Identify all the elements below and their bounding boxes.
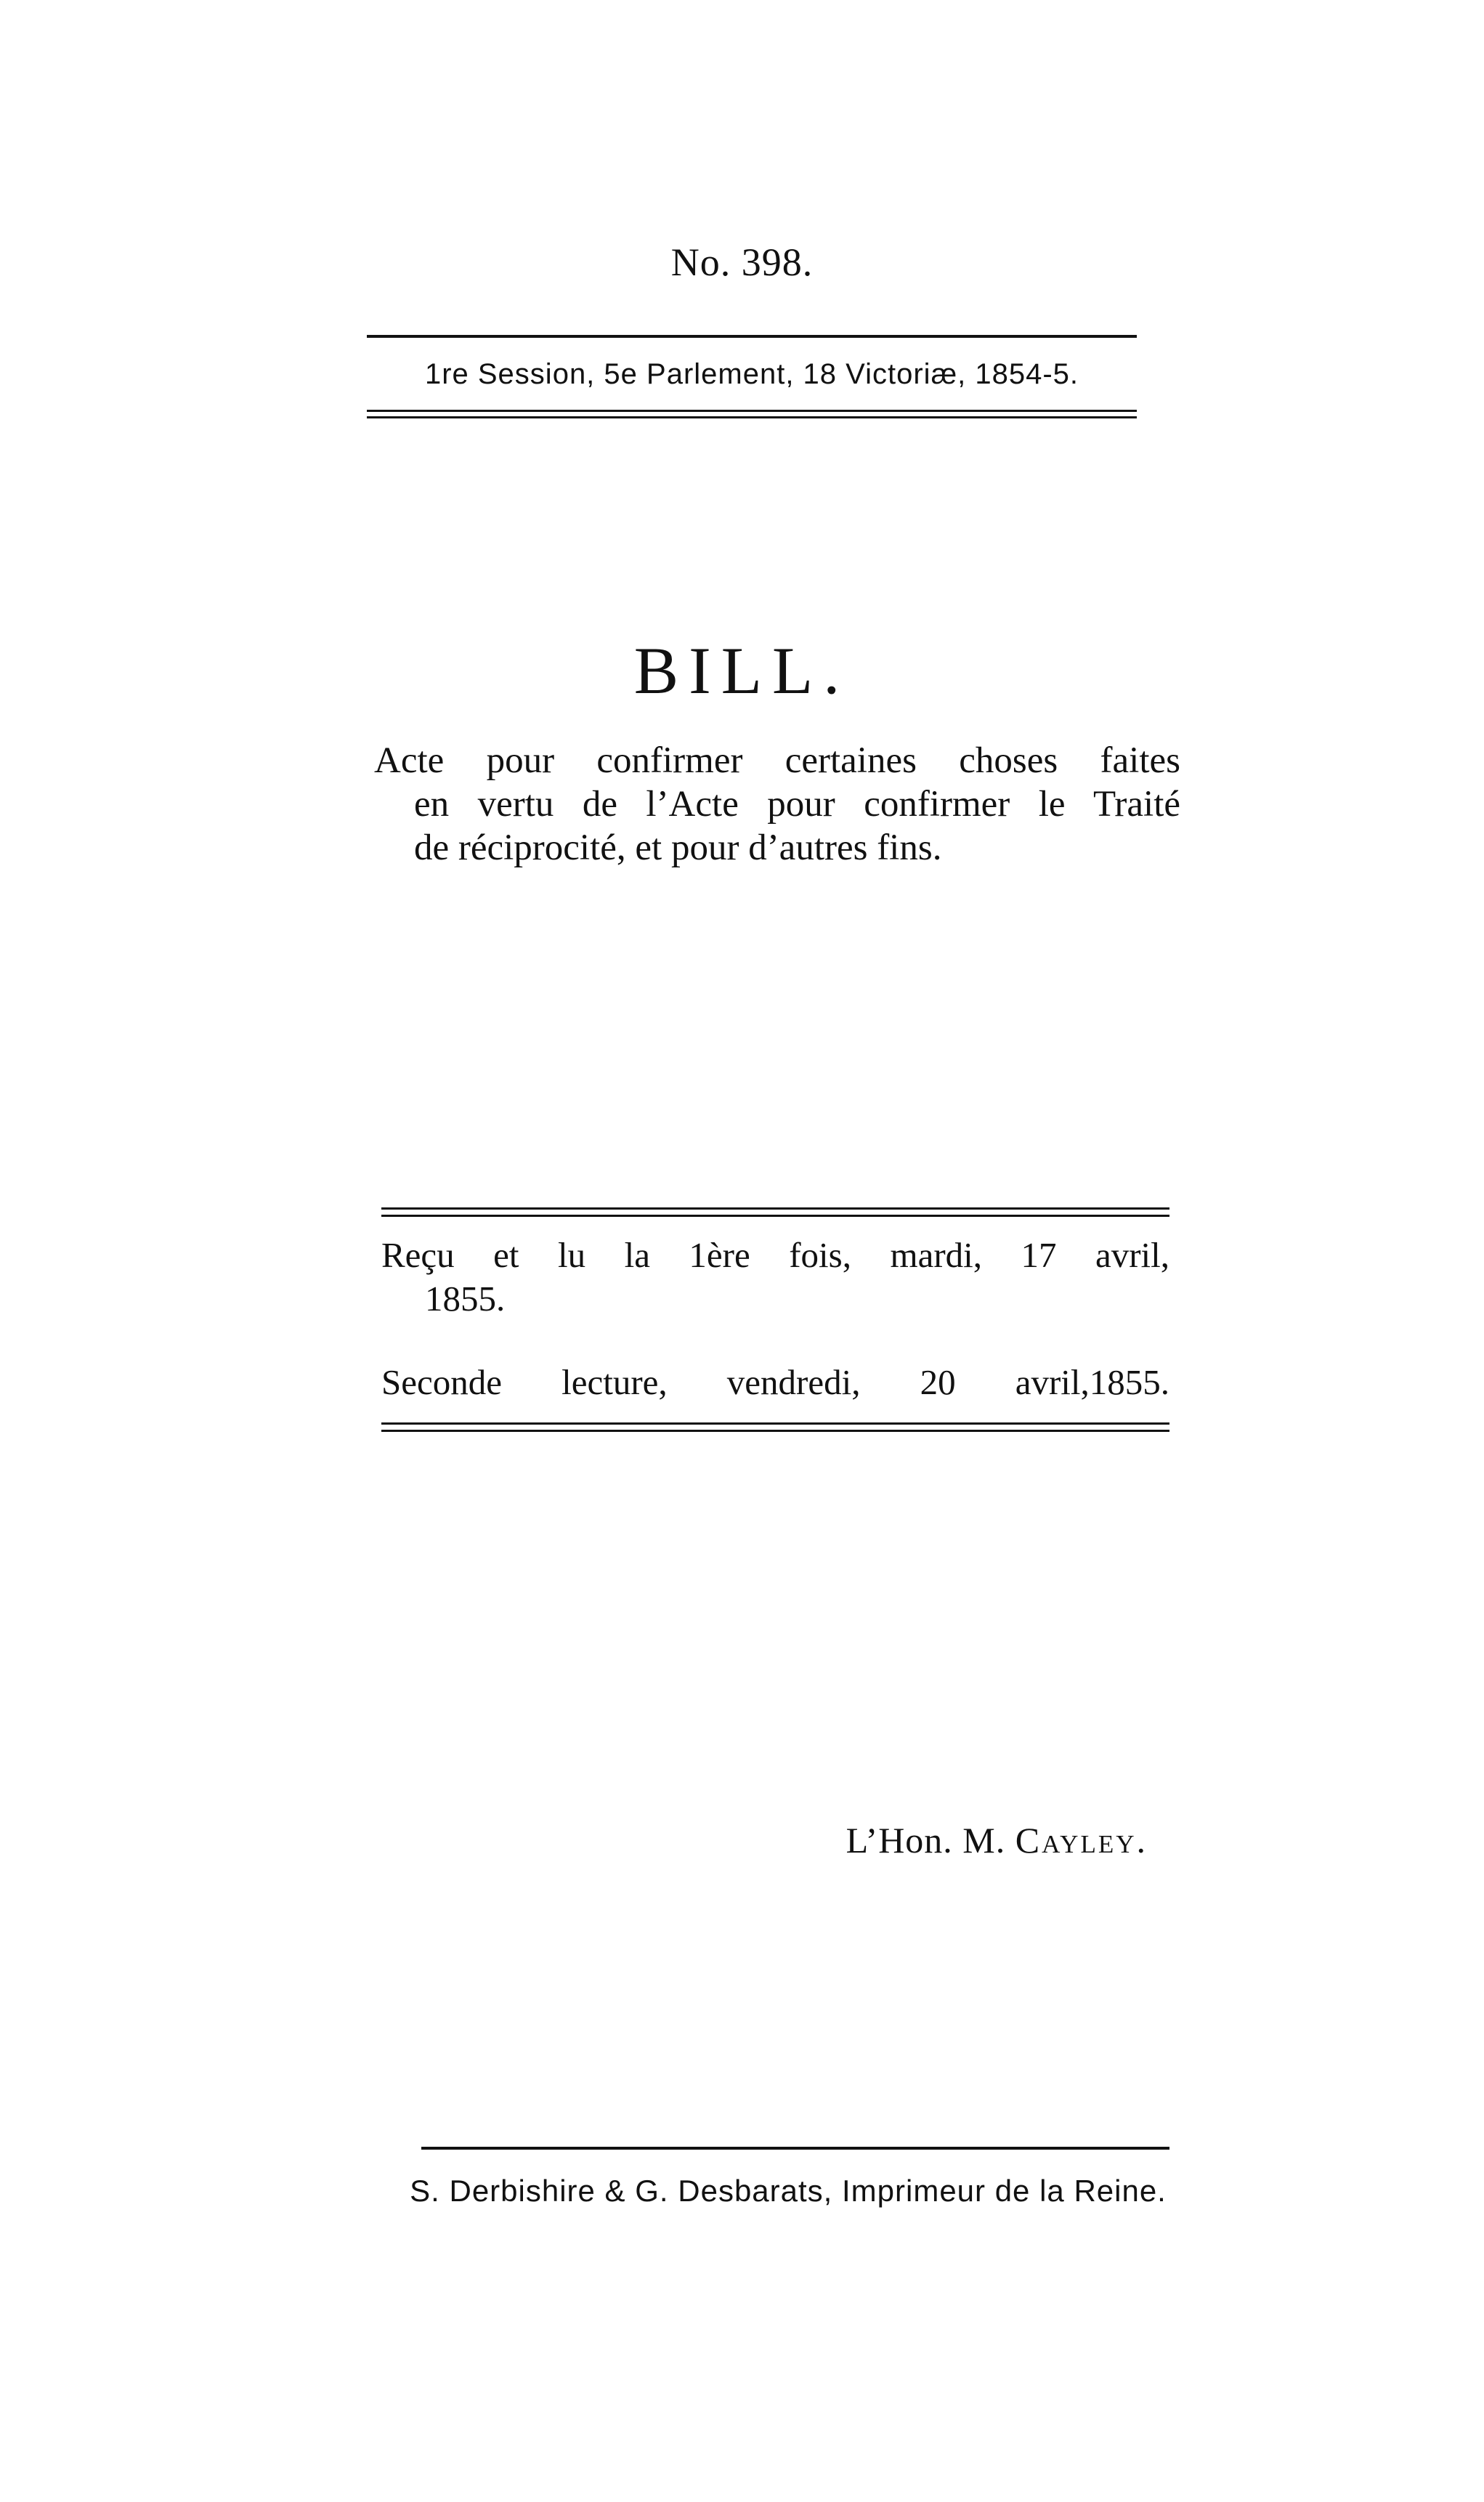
bill-title-line-2: en vertu de l’Acte pour confirmer le Traité (414, 784, 1180, 825)
second-reading-line: Seconde lecture, vendredi, 20 avril,1855. (381, 1362, 1169, 1402)
bill-title-line-3: de réciprocité, et pour d’autres fins. (414, 827, 942, 868)
footer-rule (421, 2147, 1169, 2150)
printer-credit: S. Derbishire & G. Desbarats, Imprimeur de la Reine. (410, 2174, 1167, 2208)
first-reading-line-2: 1855. (425, 1279, 506, 1319)
sponsor-name: Cayley. (1015, 1820, 1148, 1861)
session-bottom-rule (367, 410, 1137, 412)
bill-title (374, 739, 1180, 870)
bill-heading: BILL. (633, 633, 851, 708)
first-reading-line-1: Reçu et lu la 1ère fois, mardi, 17 avril, (381, 1235, 1169, 1275)
sponsor (770, 1819, 1148, 1861)
first-reading (381, 1234, 1169, 1321)
session-info: 1re Session, 5e Parlement, 18 Victoriæ, 1854-5. (424, 358, 1079, 390)
bill-number: No. 398. (670, 240, 814, 284)
second-reading (381, 1361, 1169, 1404)
session-bottom-rule-2 (367, 416, 1137, 418)
session-top-rule (367, 335, 1137, 338)
bill-title-line-1: Acte pour confirmer certaines choses faites (374, 740, 1180, 781)
readings-top-rule-2 (381, 1215, 1169, 1217)
readings-bottom-rule-2 (381, 1430, 1169, 1432)
sponsor-prefix: L’Hon. M. (846, 1820, 1006, 1861)
readings-top-rule (381, 1207, 1169, 1210)
readings-bottom-rule (381, 1422, 1169, 1425)
